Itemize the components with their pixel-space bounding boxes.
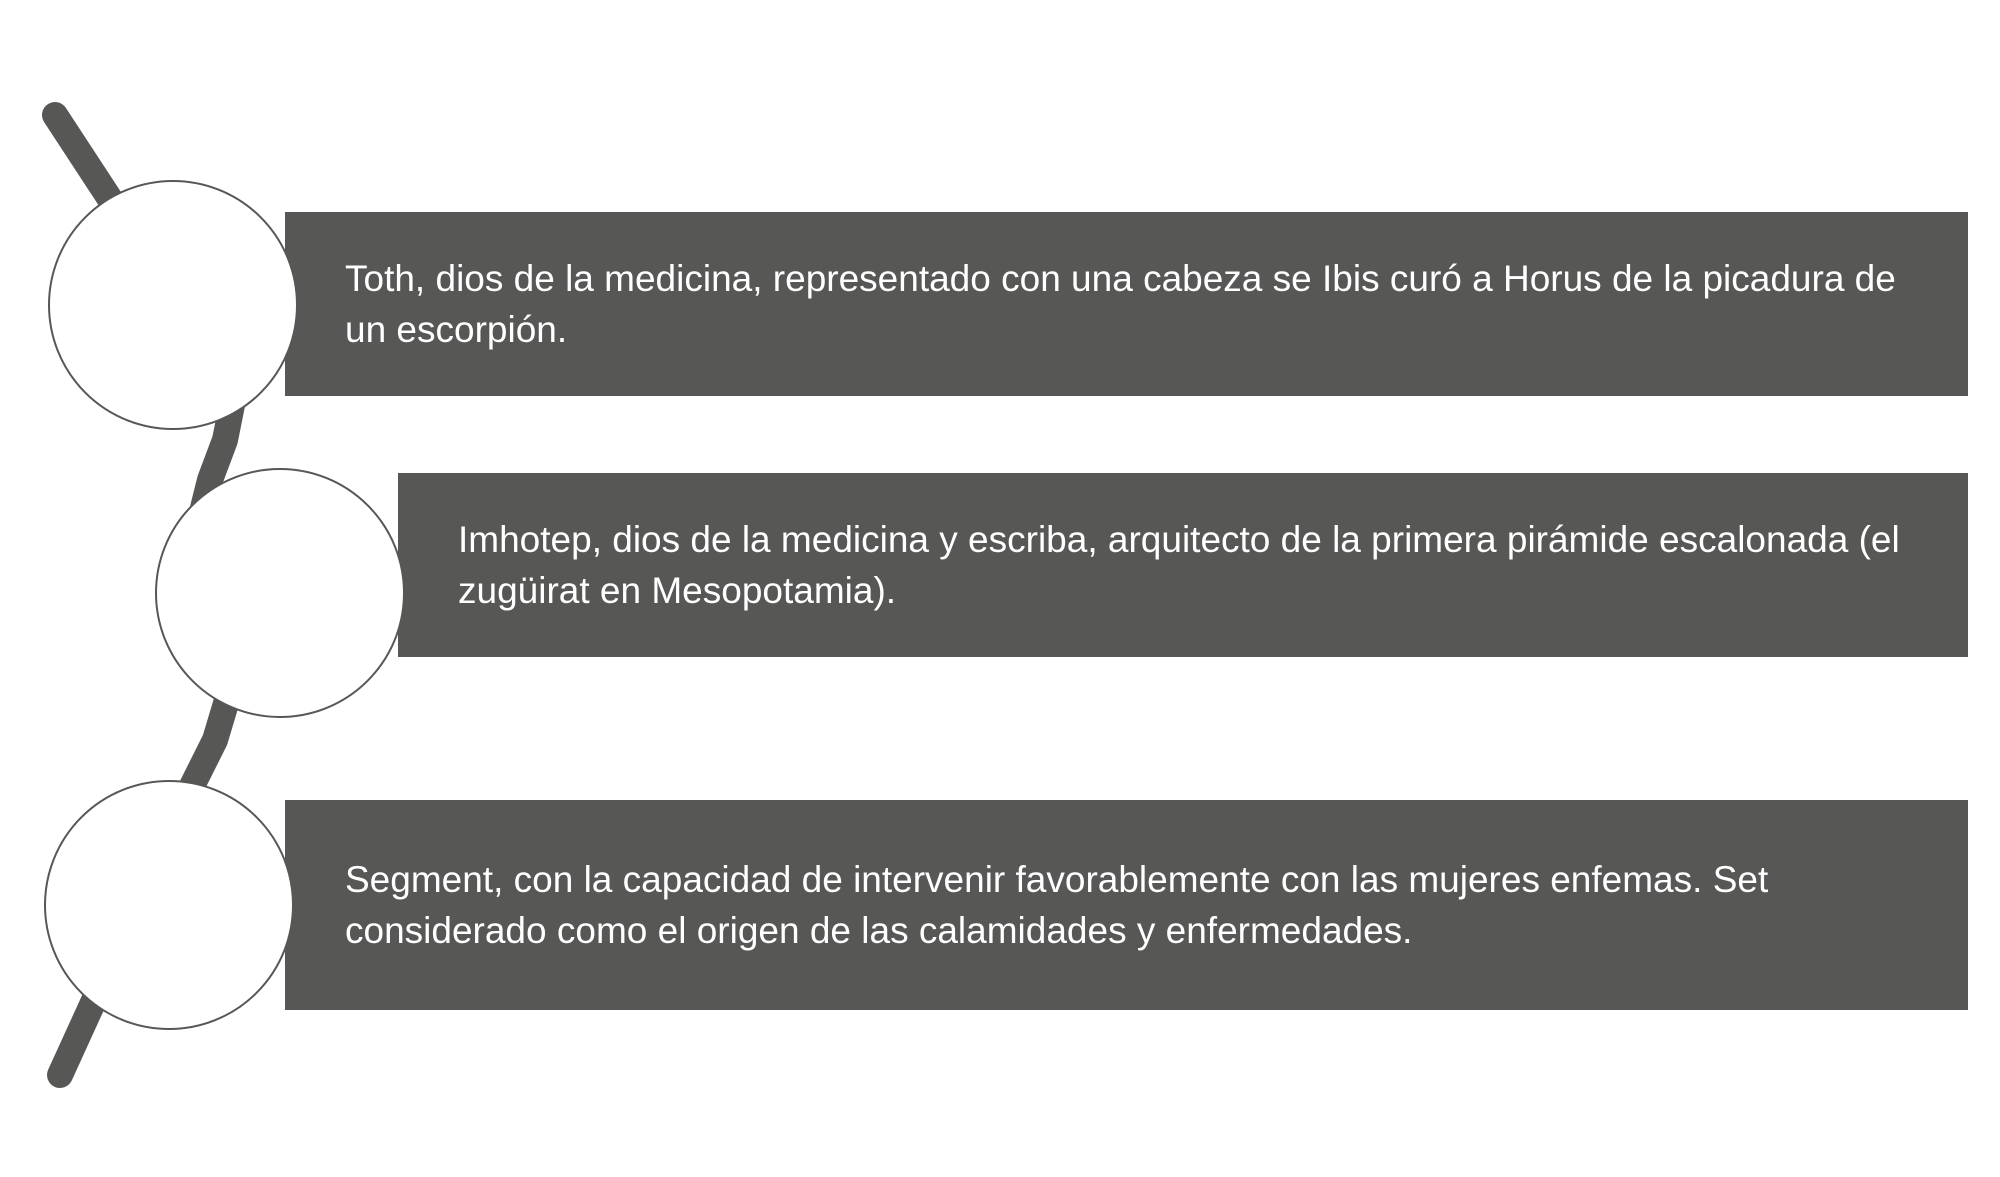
timeline-item-text-2: Imhotep, dios de la medicina y escriba, arquitecto de la primera pirámide escalonada (el zugüirat en Mesopotamia). — [458, 518, 1900, 611]
timeline-item-bar-3 — [285, 800, 1968, 1010]
timeline-item-text-1: Toth, dios de la medicina, representado con una cabeza se Ibis curó a Horus de la picadura de un escorpión. — [345, 257, 1896, 350]
timeline-item-bar-2 — [398, 473, 1968, 657]
timeline-node-circle-2 — [155, 468, 405, 718]
timeline-item-text-3: Segment, con la capacidad de intervenir favorablemente con las mujeres enfemas. Set considerado como el origen de las calamidades y enfermedades. — [345, 858, 1769, 951]
timeline-item-bar-1 — [285, 212, 1968, 396]
timeline-node-circle-3 — [44, 780, 294, 1030]
timeline-node-circle-1 — [48, 180, 298, 430]
